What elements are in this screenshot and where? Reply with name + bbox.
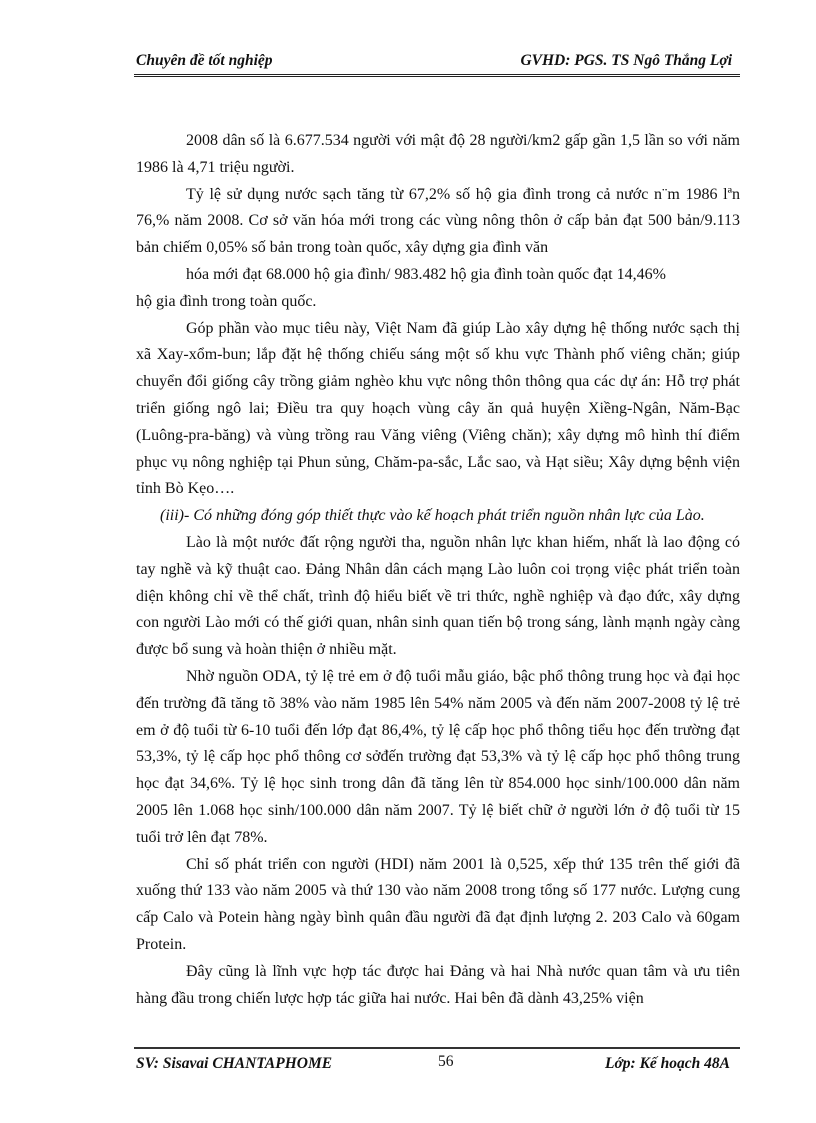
paragraph-human-resources: Lào là một nước đất rộng người tha, nguồn nhân lực khan hiếm, nhất là lao động có tay nghề và kỹ thuật cao. Đảng Nhân dân cách mạng Lào luôn coi trọng việc phát triển toàn diện không chỉ về thể chất, trình độ hiểu biết về tri thức, nghề nghiệp và đạo đức, xây dựng con người Lào mới có thế giới quan, nhân sinh quan tiến bộ trong sáng, lành mạnh ngày càng được bổ sung và hoàn thiện ở nhiều mặt. xyxy=(136,533,740,659)
page-number: 56 xyxy=(438,1053,454,1070)
footer-student: SV: Sisavai CHANTAPHOME xyxy=(136,1055,333,1072)
document-body xyxy=(136,128,740,1012)
paragraph-population: 2008 dân số là 6.677.534 người với mật độ 28 người/km2 gấp gần 1,5 lần so với năm 1986 là 4,71 triệu người. xyxy=(136,132,740,176)
paragraph-hdi: Chỉ số phát triển con người (HDI) năm 2001 là 0,525, xếp thứ 135 trên thế giới đã xuống thứ 133 vào năm 2005 và thứ 130 vào năm 2008 trong tổng số 177 nước. Lượng cung cấp Calo và Potein hàng ngày bình quân đầu người đã đạt định lượng 2. 203 Calo và 60gam Protein. xyxy=(136,855,740,953)
page-header xyxy=(134,48,740,77)
footer-class: Lớp: Kế hoạch 48A xyxy=(605,1055,730,1072)
paragraph-vietnam-support: Góp phần vào mục tiêu này, Việt Nam đã giúp Lào xây dựng hệ thống nước sạch thị xã Xay-xổm-bun; lắp đặt hệ thống chiếu sáng một số khu vực Thành phố viêng chăn; giúp chuyển đổi giống cây trồng giảm nghèo khu vực nông thôn thông qua các dự án: Hỗ trợ phát triển giống ngô lai; Điều tra quy hoạch vùng cây ăn quả huyện Xiềng-Ngân, Năm-Bạc (Luông-pra-băng) và vùng trồng rau Văng viêng (Viêng chăn); xây dựng mô hình thí điểm phục vụ nông nghiệp tại Phun sủng, Chăm-pa-sắc, Lắc sao, và Hạt siều; Xây dựng bệnh viện tỉnh Bò Kẹo…. xyxy=(136,319,740,498)
paragraph-cultural-families: hóa mới đạt 68.000 hộ gia đình/ 983.482 hộ gia đình toàn quốc đạt 14,46% xyxy=(186,265,666,283)
section-heading-iii: (iii)- Có những đóng góp thiết thực vào kế hoạch phát triển nguồn nhân lực của Lào. xyxy=(160,507,705,525)
paragraph-cooperation: Đây cũng là lĩnh vực hợp tác được hai Đảng và hai Nhà nước quan tâm và ưu tiên hàng đầu trong chiến lược hợp tác giữa hai nước. Hai bên đã dành 43,25% viện xyxy=(136,962,740,1007)
header-advisor: GVHD: PGS. TS Ngô Thắng Lợi xyxy=(520,52,732,69)
paragraph-households: hộ gia đình trong toàn quốc. xyxy=(136,292,317,310)
header-document-type: Chuyên đề tốt nghiệp xyxy=(136,52,273,69)
page-footer xyxy=(134,1047,740,1079)
paragraph-clean-water: Tỷ lệ sử dụng nước sạch tăng từ 67,2% số hộ gia đình trong cả nước n¨m 1986 lªn 76,% năm 2008. Cơ sở văn hóa mới trong các vùng nông thôn ở cấp bản đạt 500 bản/9.113 bản chiếm 0,05% số bản trong toàn quốc, xây dựng gia đình văn xyxy=(136,185,740,257)
paragraph-oda-education: Nhờ nguồn ODA, tỷ lệ trẻ em ở độ tuổi mẫu giáo, bậc phổ thông trung học và đại học đến trường đã tăng tõ 38% vào năm 1985 lên 54% năm 2005 và đến năm 2007-2008 tỷ lệ trẻ em ở độ tuổi từ 6-10 tuổi đến lớp đạt 86,4%, tỷ lệ cấp học phổ thông tiểu học đến trường đạt 53,3%, tỷ lệ cấp học phổ thông cơ sởđến trường đạt 53,3% và tỷ lệ cấp học phổ thông trung học đạt 34,6%. Tỷ lệ học sinh trong dân đã tăng lên từ 854.000 học sinh/100.000 dân năm 2005 lên 1.068 học sinh/100.000 dân năm 2007. Tỷ lệ biết chữ ở người lớn ở độ tuổi từ 15 tuổi trở lên đạt 78%. xyxy=(136,667,740,846)
